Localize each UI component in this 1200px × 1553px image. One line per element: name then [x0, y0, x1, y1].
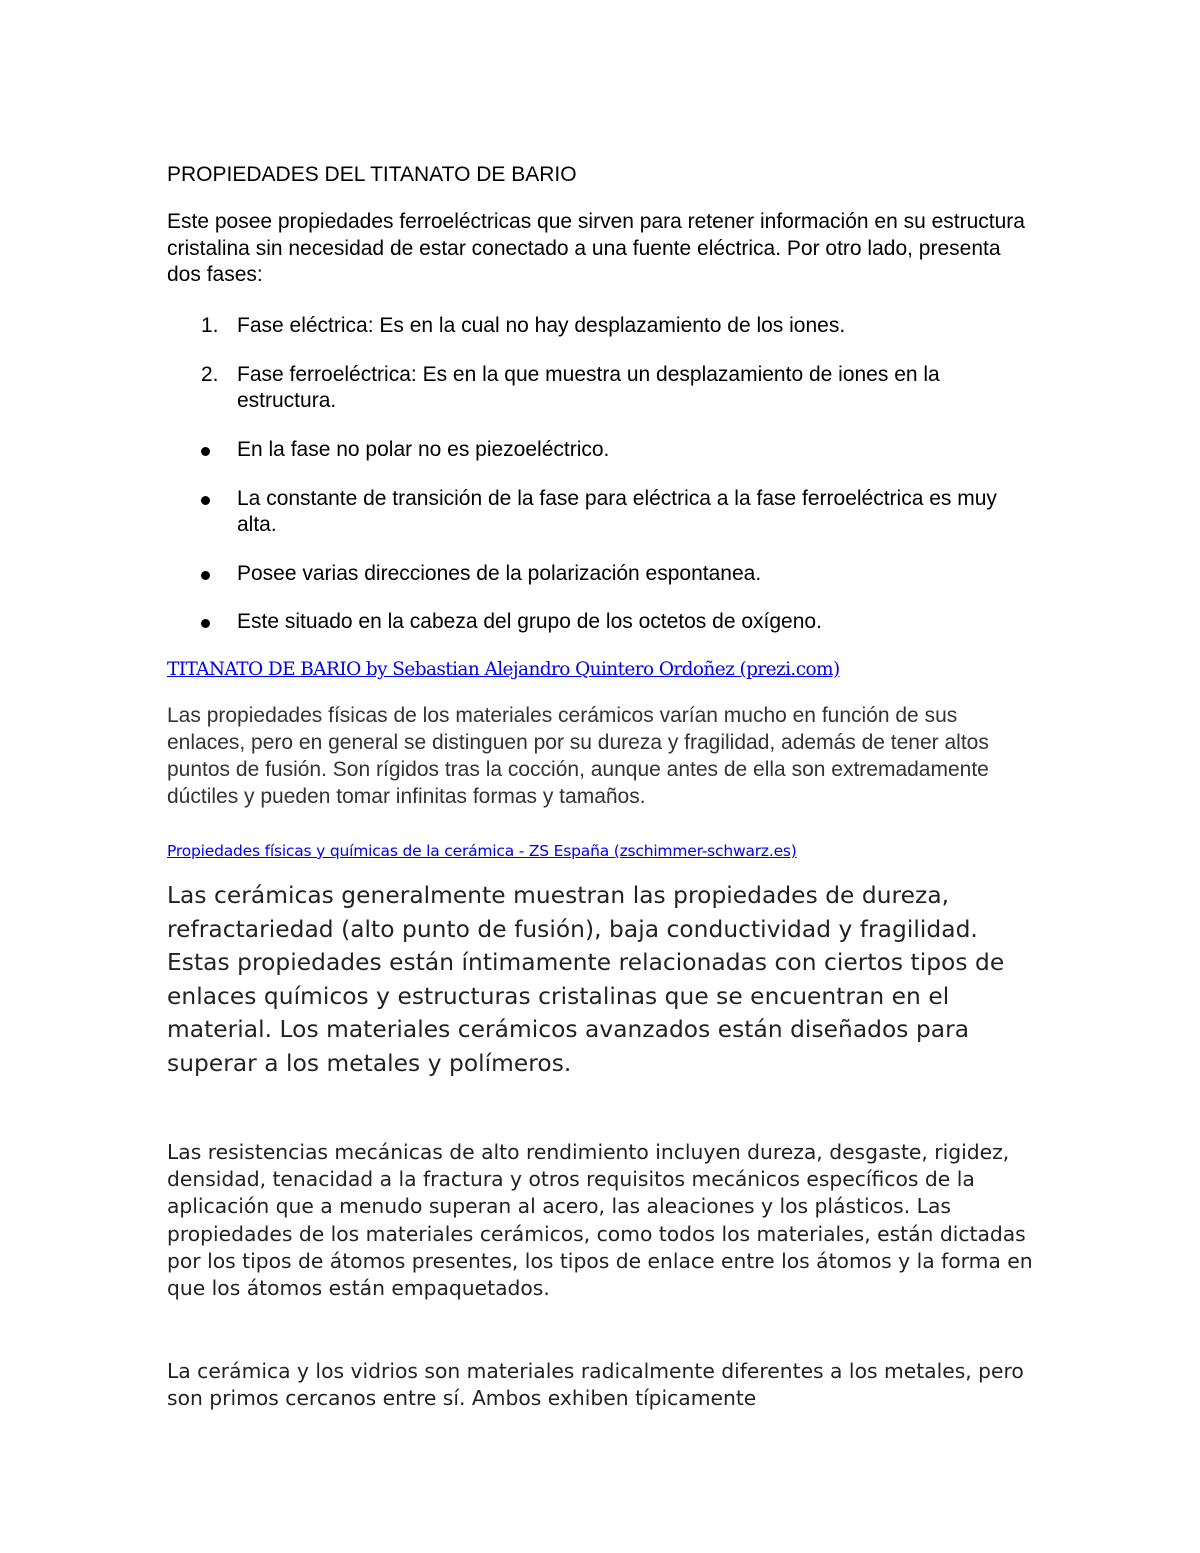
- bullet-list-item: [167, 609, 1037, 635]
- list-item-text: Este situado en la cabeza del grupo de los octetos de oxígeno.: [237, 610, 822, 633]
- bullet-icon: [201, 619, 210, 628]
- list-number: 1.: [201, 314, 219, 337]
- bullet-list-item: [167, 486, 1037, 538]
- ceramics-physical-properties-paragraph: Las propiedades físicas de los materiales cerámicos varían mucho en función de sus enlaces, pero en general se distinguen por su dureza y fragilidad, además de tener altos puntos de fusión. Son rígidos tras la cocción, aunque antes de ella son extremadamente dúctiles y pueden tomar infinitas formas y tamaños.: [167, 704, 989, 808]
- mechanical-resistance-paragraph: Las resistencias mecánicas de alto rendimiento incluyen dureza, desgaste, rigidez, densidad, tenacidad a la fractura y otros requisitos mecánicos específicos de la aplicación que a menudo superan al acero, las aleaciones y los plásticos. Las propiedades de los materiales cerámicos, como todos los materiales, están dictadas por los tipos de átomos presentes, los tipos de enlace entre los átomos y la forma en que los átomos están empaquetados.: [167, 1140, 1033, 1301]
- list-item-text: En la fase no polar no es piezoeléctrico.: [237, 438, 610, 461]
- list-item-text: La constante de transición de la fase para eléctrica a la fase ferroeléctrica es muy alta.: [237, 487, 997, 536]
- bullet-icon: [201, 571, 210, 580]
- list-item-text: Fase ferroeléctrica: Es en la que muestra un desplazamiento de iones en la estructura.: [237, 363, 940, 412]
- ceramics-properties-large-paragraph: Las cerámicas generalmente muestran las propiedades de dureza, refractariedad (alto punto de fusión), baja conductividad y fragilidad. Estas propiedades están íntimamente relacionadas con ciertos tipos de enlaces químicos y estructuras cristalinas que se encuentran en el material. Los materiales cerámicos avanzados están diseñados para superar a los metales y polímeros.: [167, 882, 1005, 1077]
- bullet-list-item: [167, 561, 1037, 587]
- bullet-list-item: [167, 437, 1037, 463]
- intro-paragraph: Este posee propiedades ferroeléctricas que sirven para retener información en su estructura cristalina sin necesidad de estar conectado a una fuente eléctrica. Por otro lado, presenta dos fases:: [167, 210, 1025, 286]
- list-number: 2.: [201, 363, 219, 386]
- prezi-source-link[interactable]: TITANATO DE BARIO by Sebastian Alejandro Quintero Ordoñez (prezi.com): [167, 659, 840, 680]
- ceramics-glass-paragraph: La cerámica y los vidrios son materiales radicalmente diferentes a los metales, pero son primos cercanos entre sí. Ambos exhiben típicamente: [167, 1359, 1024, 1411]
- numbered-list-item: [167, 313, 1037, 339]
- zschimmer-schwarz-source-link[interactable]: Propiedades físicas y químicas de la cerámica - ZS España (zschimmer-schwarz.es): [167, 842, 797, 860]
- list-item-text: Fase eléctrica: Es en la cual no hay desplazamiento de los iones.: [237, 314, 846, 337]
- list-item-text: Posee varias direcciones de la polarización espontanea.: [237, 562, 762, 585]
- document-title: PROPIEDADES DEL TITANATO DE BARIO: [167, 163, 577, 186]
- numbered-list-item: [167, 362, 1037, 414]
- bullet-icon: [201, 496, 210, 505]
- bullet-icon: [201, 447, 210, 456]
